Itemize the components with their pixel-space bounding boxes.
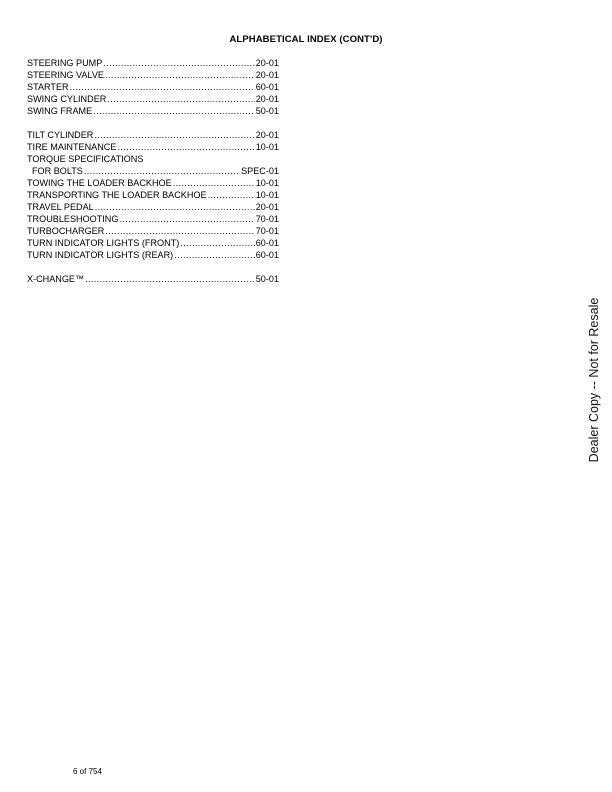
dot-leader (180, 237, 255, 249)
index-entry (27, 141, 279, 153)
entry-page: 20-01 (255, 130, 279, 140)
dot-leader (93, 105, 255, 117)
entry-page: 10-01 (255, 178, 279, 188)
entry-label: TIRE MAINTENANCE (27, 142, 117, 152)
entry-page: 70-01 (255, 214, 279, 224)
alphabetical-index (27, 57, 279, 297)
entry-page: 50-01 (255, 274, 279, 284)
entry-label: SWING FRAME (27, 106, 93, 116)
dot-leader (94, 129, 254, 141)
index-entry (27, 201, 279, 213)
index-entry (27, 249, 279, 261)
index-entry (27, 225, 279, 237)
index-entry (27, 69, 279, 81)
entry-page: 10-01 (255, 190, 279, 200)
entry-page: 20-01 (255, 94, 279, 104)
index-entry (27, 105, 279, 117)
index-entry (27, 189, 279, 201)
page-title: ALPHABETICAL INDEX (CONT'D) (229, 34, 383, 45)
entry-label: TROUBLESHOOTING (27, 214, 119, 224)
entry-page: 20-01 (255, 202, 279, 212)
entry-label: STEERING PUMP (27, 58, 103, 68)
index-entry (27, 93, 279, 105)
dot-leader (105, 225, 254, 237)
index-entry-subentry (27, 165, 279, 177)
index-entry (27, 213, 279, 225)
entry-page: 70-01 (255, 226, 279, 236)
dot-leader (173, 177, 255, 189)
entry-label: TRAVEL PEDAL (27, 202, 94, 212)
dot-leader (105, 69, 255, 81)
dot-leader (208, 189, 255, 201)
entry-label: TRANSPORTING THE LOADER BACKHOE (27, 190, 207, 200)
dot-leader (95, 201, 255, 213)
entry-page: 20-01 (255, 70, 279, 80)
dot-leader (107, 93, 254, 105)
dot-leader (84, 165, 240, 177)
entry-label: TURN INDICATOR LIGHTS (FRONT) (27, 238, 180, 248)
index-entry (27, 273, 279, 285)
watermark: Dealer Copy -- Not for Resale (587, 297, 601, 463)
entry-label: TORQUE SPECIFICATIONS (27, 154, 144, 164)
dot-leader (174, 249, 255, 261)
dot-leader (70, 81, 255, 93)
index-entry (27, 81, 279, 93)
entry-label: SWING CYLINDER (27, 94, 107, 104)
entry-label: TURBOCHARGER (27, 226, 105, 236)
index-entry (27, 57, 279, 69)
index-entry (27, 129, 279, 141)
dot-leader (103, 57, 254, 69)
index-group-t (27, 129, 279, 261)
entry-label: TOWING THE LOADER BACKHOE (27, 178, 172, 188)
entry-page: SPEC-01 (241, 166, 279, 176)
index-entry (27, 237, 279, 249)
entry-label: STEERING VALVE (27, 70, 104, 80)
entry-label: FOR BOLTS (32, 166, 83, 176)
entry-page: 50-01 (255, 106, 279, 116)
entry-label: TURN INDICATOR LIGHTS (REAR) (27, 250, 174, 260)
index-entry-header (27, 153, 279, 165)
index-entry (27, 177, 279, 189)
entry-label: TILT CYLINDER (27, 130, 94, 140)
index-group-s (27, 57, 279, 117)
dot-leader (119, 213, 254, 225)
dot-leader (85, 273, 255, 285)
entry-label: X-CHANGE™ (27, 274, 85, 284)
entry-page: 20-01 (255, 58, 279, 68)
index-group-x (27, 273, 279, 285)
entry-page: 60-01 (255, 82, 279, 92)
entry-page: 60-01 (255, 250, 279, 260)
page-number: 6 of 754 (73, 767, 102, 776)
entry-label: STARTER (27, 82, 69, 92)
entry-page: 10-01 (255, 142, 279, 152)
dot-leader (117, 141, 254, 153)
entry-page: 60-01 (255, 238, 279, 248)
